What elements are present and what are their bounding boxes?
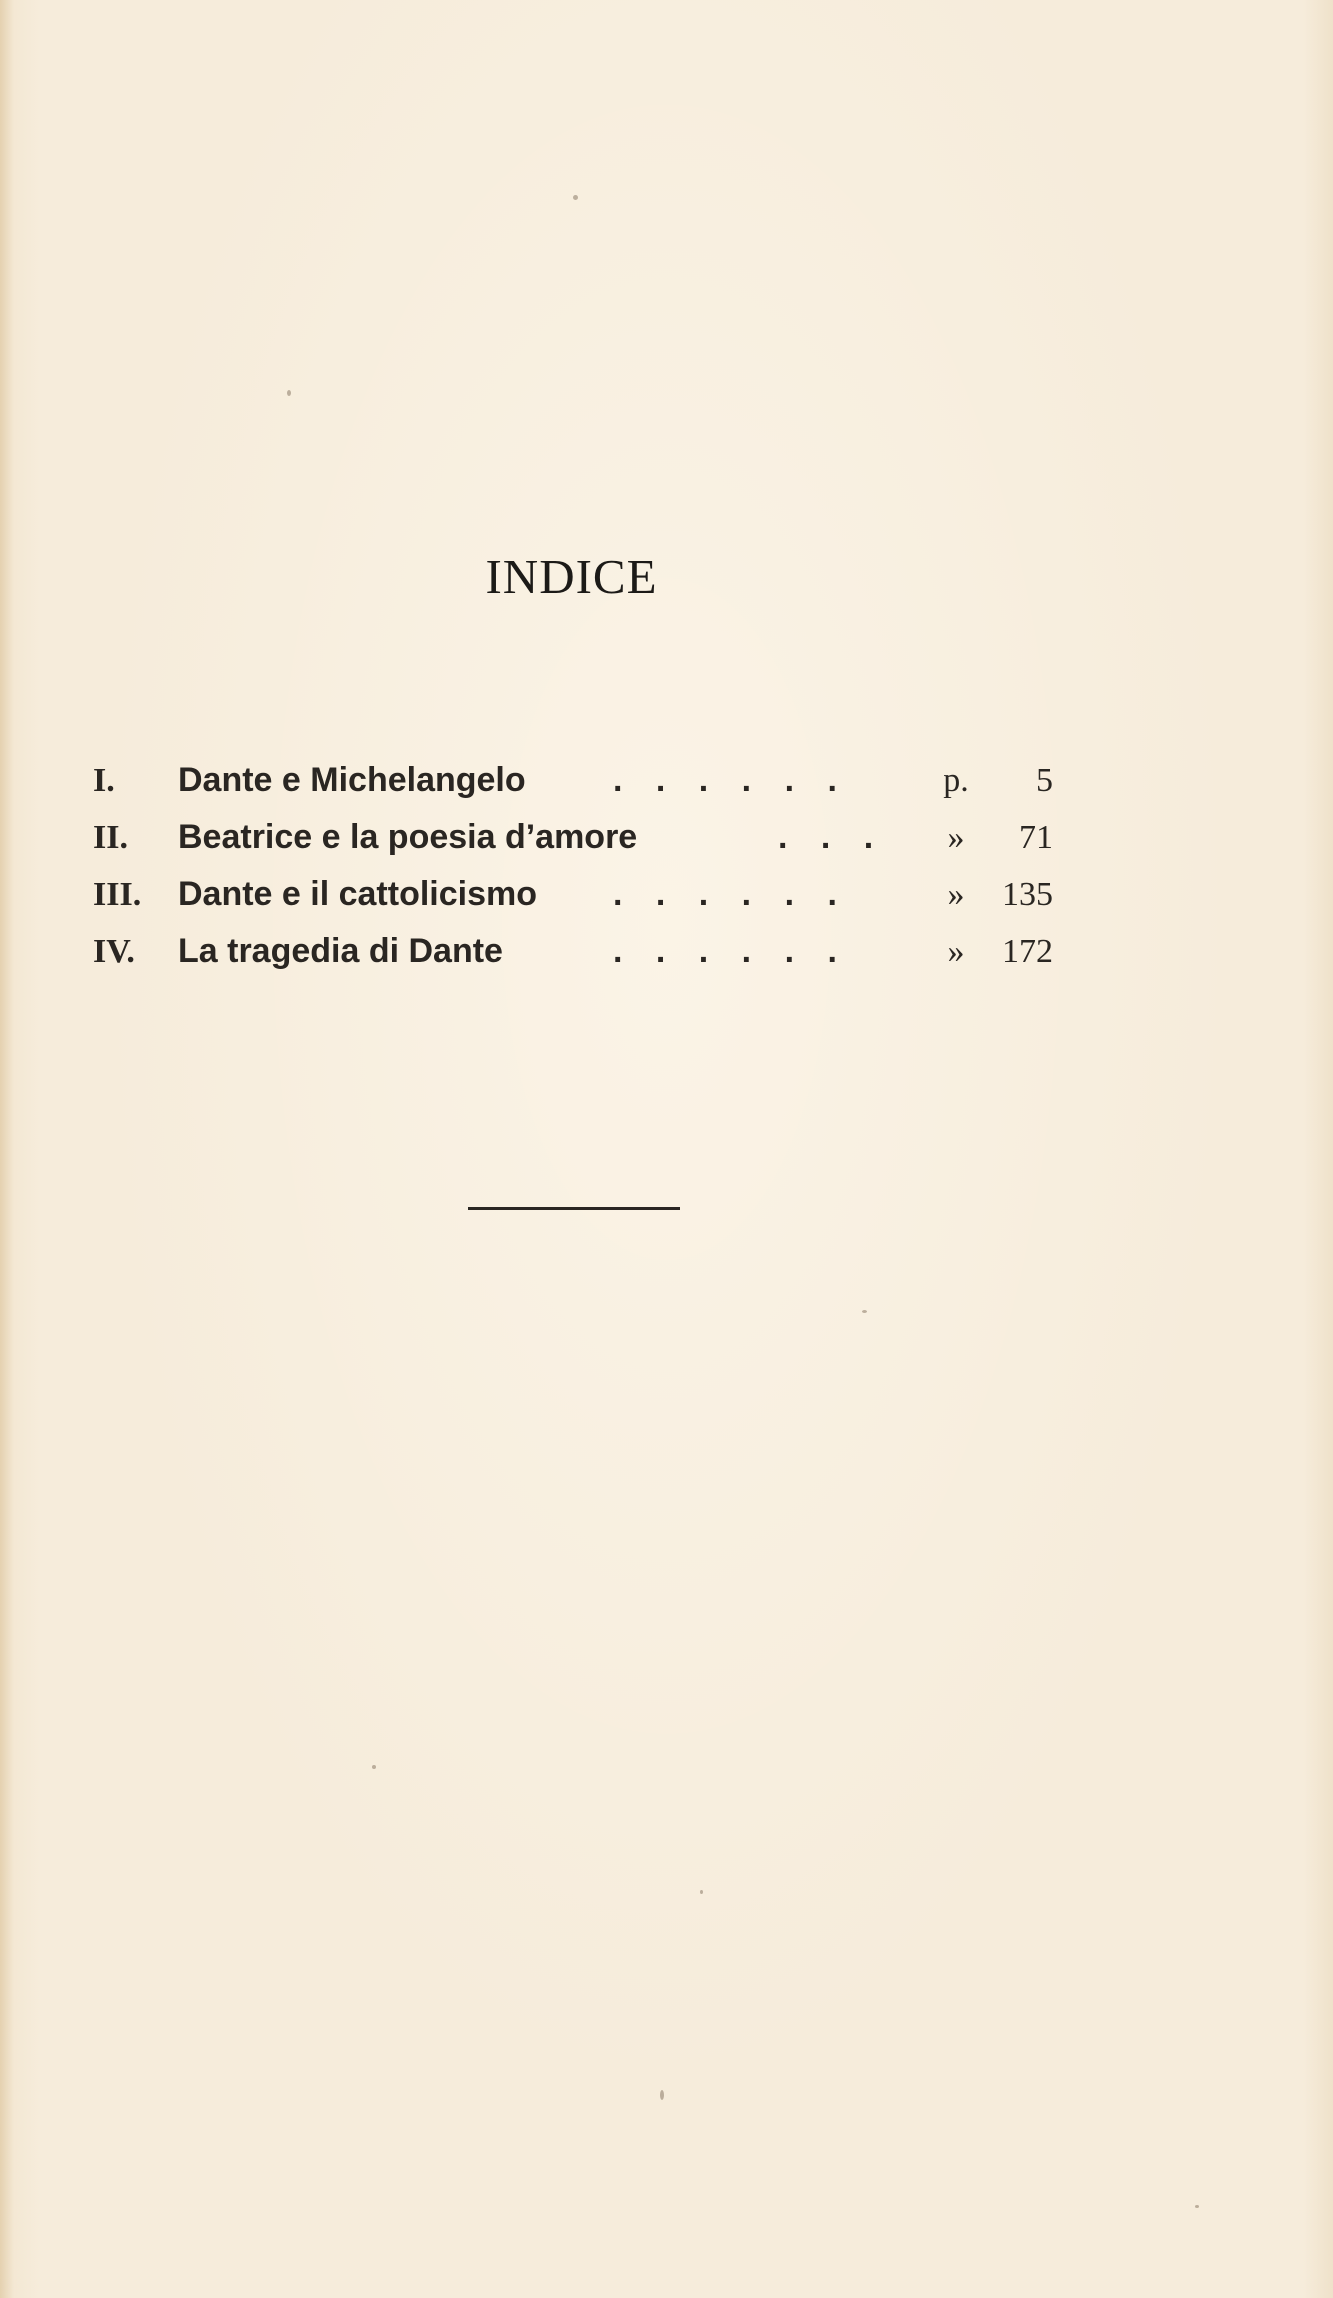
toc-leader-dots: . . . . . . (613, 932, 849, 970)
toc-leader-dots: . . . . . . (613, 875, 849, 913)
toc-entry-number: IV. (93, 933, 135, 970)
toc-page-number: 71 (1019, 819, 1053, 856)
toc-entry-title: Dante e il cattolicismo (178, 875, 537, 913)
toc-entry-number: I. (93, 762, 115, 799)
toc-page-marker: » (947, 876, 965, 913)
paper-speck (1195, 2205, 1199, 2208)
toc-entry-number: II. (93, 819, 128, 856)
toc-entry-title: Dante e Michelangelo (178, 761, 526, 799)
paper-speck (700, 1890, 703, 1894)
paper-speck (660, 2090, 664, 2100)
toc-page-number: 172 (1002, 933, 1053, 970)
toc-page-marker: p. (943, 762, 969, 799)
toc-page-marker: » (947, 819, 965, 856)
toc-page-marker: » (947, 933, 965, 970)
toc-entry (93, 809, 1053, 866)
page-title: INDICE (485, 549, 658, 604)
toc-entry-title: Beatrice e la poesia d’amore (178, 818, 638, 856)
toc-leader-dots: . . . (778, 818, 886, 856)
toc-entry-title: La tragedia di Dante (178, 932, 503, 970)
toc-entry (93, 752, 1053, 809)
toc-leader-dots: . . . . . . (613, 761, 849, 799)
paper-speck (372, 1765, 376, 1769)
toc-page-number: 135 (1002, 876, 1053, 913)
paper-speck (287, 390, 291, 396)
toc-entry (93, 923, 1053, 980)
paper-speck (862, 1310, 867, 1313)
table-of-contents (93, 752, 1053, 980)
toc-entry (93, 866, 1053, 923)
end-rule (468, 1207, 680, 1210)
paper-speck (573, 195, 578, 200)
toc-entry-number: III. (93, 876, 142, 913)
toc-page-number: 5 (1036, 762, 1053, 799)
